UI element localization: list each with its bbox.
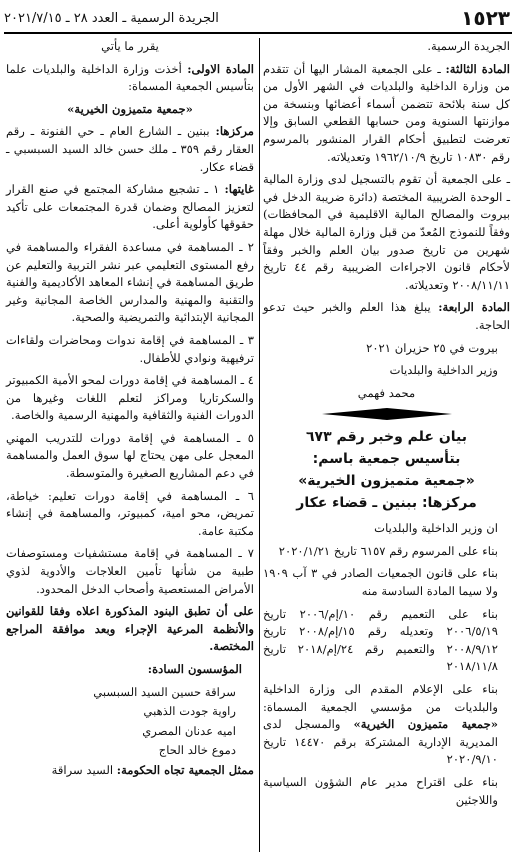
article-text: أخذت وزارة الداخلية والبلديات علما بتأسيس الجمعية المسماة:: [6, 61, 254, 94]
field-label: مركزها:: [215, 124, 254, 139]
goal-3: ٣ ـ المساهمة في إقامة ندوات ومحاضرات ولقاءات ترفيهية ونوادي للأطفال.: [6, 332, 254, 365]
gazette-title: الجريدة الرسمية ـ العدد ٢٨ ـ ٢٠٢١/٧/١٥: [4, 10, 219, 26]
signer-name: محمد فهمي: [357, 385, 416, 400]
article-text: يبلغ هذا العلم والخبر حيث تدعو الحاجة.: [263, 300, 510, 332]
right-column: [263, 38, 510, 856]
signing-date: بيروت في ٢٥ حزيران ٢٠٢١: [366, 340, 498, 355]
basis-text: والمسجل لدى المديرية الإدارية المشتركة برقم ١٤٤٧٠ تاريخ ٢٠٢٠/٩/١٠: [263, 717, 499, 767]
field-text: السيد سراقة: [51, 762, 114, 777]
goal-1: [6, 181, 254, 234]
left-column: [6, 38, 254, 856]
minister-line: ان وزير الداخلية والبلديات: [374, 521, 498, 536]
founder-name: دموع خالد الحاج: [158, 743, 236, 758]
association-name: «جمعية متميزون الخيرية»: [67, 101, 193, 116]
basis-3: بناء على التعميم رقم ١٠/إم/٢٠٠٦ تاريخ ٢٠٠٦/٥/١٩ وتعديله رقم ١٥/إم/٢٠٠٨ تاريخ ٢٠٠٨/٩/١٢ والتعميم رقم ٢٤/إم/٢٠١٨ تاريخ ٢٠١٨/١١/٨: [263, 606, 498, 674]
basis-2: بناء على قانون الجمعيات الصادر في ٣ آب ١٩٠٩ ولا سيما المادة السادسة منه: [263, 566, 498, 599]
goal-7: ٧ ـ المساهمة في إقامة مستشفيات ومستوصفات طبية من شأنها تأمين العلاجات والأدوية لذوي الأمراض المستعصية وأصحاب الدخل المحدود.: [6, 546, 254, 596]
founder-name: راوية جودت الذهبي: [143, 704, 236, 719]
signer-title: وزير الداخلية والبلديات: [389, 363, 498, 378]
article-text: ـ على الجمعية المشار اليها أن تتقدم من وزارة الداخلية والبلديات في الشهر الأول من كل سنة بلائحة تتضمن أسماء أعضائها وبنسخة من موازنتها السنوية ومن حسابها القطعي السابق وإلا تعرضت لتطبيق أحكام القرار المنشور بالمرسوم رقم ١٠٨٣٠ تاريخ ١٩٦٢/١٠/٩ وتعديلاته.: [263, 61, 510, 164]
article-label: المادة الثالثة:: [445, 61, 511, 76]
article-1: [6, 61, 254, 96]
basis-text: بناء على الإعلام المقدم الى وزارة الداخلية والبلديات من مؤسسي الجمعية المسماة:: [263, 682, 498, 714]
text-paragraph: الجريدة الرسمية.: [427, 39, 510, 53]
founder-name: سراقة حسين السيد السبسبي: [93, 684, 236, 699]
headquarters: [6, 123, 254, 176]
association-name: «جمعية متميزون الخيرية»: [298, 473, 475, 490]
article-label: المادة الرابعة:: [438, 300, 511, 315]
article-label: المادة الاولى:: [187, 61, 255, 76]
basis-1: بناء على المرسوم رقم ٦١٥٧ تاريخ ٢٠٢٠/١/٢١: [278, 543, 498, 558]
page-number: ١٥٢٣: [461, 6, 510, 30]
goal-4: ٤ ـ المساهمة في إقامة دورات لمحو الأمية الكمبيوتر والسكرتاريا ومراكز لتعلم اللغات وغيرها من الدورات الفنية والثقافية والمهنية الرسمية والخاصة.: [6, 373, 254, 423]
association-name-inline: «جمعية متميزون الخيرية»: [353, 717, 498, 732]
goal-5: ٥ ـ المساهمة في إقامة دورات للتدريب المهني المعجل على مهن يحتاج لها سوق العمل والمساهمة في دعم المشاريع الصغيرة والمتوسطة.: [6, 430, 254, 481]
founders-label: المؤسسون السادة:: [147, 662, 242, 676]
article-4: [263, 299, 510, 334]
header-rule: [4, 32, 512, 34]
field-label: غايتها:: [224, 182, 254, 197]
compliance-note: على أن تطبق البنود المذكورة اعلاه وفقا للقوانين والأنظمة المرعية الإجراء وبعد موافقة المراجع المختصة.: [6, 604, 254, 654]
article-3: [263, 61, 510, 167]
page-header: [4, 6, 510, 30]
founder-name: اميه عدنان المصري: [142, 723, 236, 738]
field-label: ممثل الجمعية تجاه الحكومة:: [116, 762, 254, 777]
goal-6: ٦ ـ المساهمة في إقامة دورات تعليم: خياطة، تمريض، محو امية، كمبيوتر، والمساهمة في إنشاء مكتبة عامة.: [6, 488, 254, 538]
decision-title: بيان علم وخبر رقم ٦٧٣: [306, 429, 467, 446]
basis-5: بناء على اقتراح مدير عام الشؤون السياسية واللاجئين: [263, 775, 498, 807]
ornament-divider-icon: [322, 408, 452, 420]
association-hq: مركزها: ببنين ـ قضاء عكار: [296, 495, 477, 512]
field-text: ببنين ـ الشارع العام ـ حي الفنونة ـ رقم العقار رقم ٣٥٩ ـ ملك حسن خالد السيد السبسبي ـ قضاء عكار.: [6, 124, 255, 174]
column-divider: [259, 38, 260, 852]
decree-intro: يقرر ما يأتي: [101, 39, 159, 53]
basis-4: [263, 681, 510, 769]
text-paragraph: ـ على الجمعية أن تقوم بالتسجيل لدى وزارة المالية ـ الوحدة الضريبية المختصة (دائرة ضريبة الدخل في بيروت والمصالح المالية الاقليمية في المحافظات) وفقاً للنموذج المُعدّ من قبل وزارة المالية خلال مهلة شهرين من تاريخ صدور بيان العلم والخبر وفقاً لأحكام قانون الاجراءات الضريبية رقم ٤٤ تاريخ ٢٠٠٨/١١/١١ وتعديلاته.: [263, 172, 510, 292]
decision-subtitle: بتأسيس جمعية باسم:: [312, 451, 461, 468]
field-text: ١ ـ تشجيع مشاركة المجتمع في صنع القرار لتعزيز المصالح وضمان قدرة المجتمعات على تأكيد حقوقها كأولوية أعلى.: [6, 182, 254, 232]
government-representative: [6, 762, 254, 780]
goal-2: ٢ ـ المساهمة في مساعدة الفقراء والمساهمة في رفع المستوى التعليمي عبر نشر التربية والتعليم عن طريق المساهمة في إنشاء المعاهد الأكاديمية والفنية والتقنية والمهنية والمدارس الخاصة المجانية وغير المجانية الإبتدائية والتمريضية والصحية.: [6, 239, 254, 325]
